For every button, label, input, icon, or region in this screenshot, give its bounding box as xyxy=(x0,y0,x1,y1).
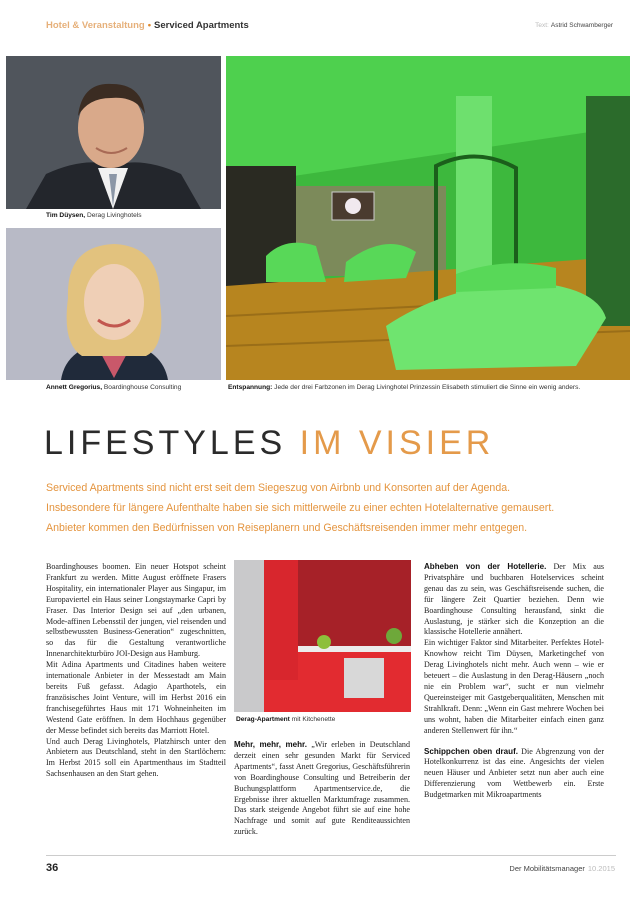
col2-paragraph xyxy=(234,740,410,838)
caption-photo-2-name: Annett Gregorius, xyxy=(46,384,103,391)
caption-photo-1 xyxy=(46,212,142,219)
caption-photo-2-org: Boardinghouse Consulting xyxy=(103,384,182,391)
magazine-footer xyxy=(509,864,615,873)
portrait-photo-tim-duesen xyxy=(6,56,221,209)
body-column-2 xyxy=(234,740,410,838)
col3-paragraph-1 xyxy=(424,562,604,638)
col3-run-in-heading-2: Schippchen oben drauf. xyxy=(424,746,518,756)
caption-photo-1-org: Derag Livinghotels xyxy=(86,212,142,219)
magazine-name: Der Mobilitätsmanager xyxy=(509,864,585,873)
col1-paragraph-1: Boardinghouses boomen. Ein neuer Hotspot scheint Frankfurt zu werden. Mitte August eröffnete Frasers Hospitality, ein internationaler Player aus Singapur, im Europaviertel ein Haus seiner Longstaymarke Capri by Fraser. Das Interior Design sei auf „den urbanen, Mode-affinen Lebensstil der jungen, viel reisenden und selbstbewussten Business-Generation“ zugeschnitten, so das für die Gestaltung verantwortliche Innenarchitekturbüro JOI-Design aus Hamburg. xyxy=(46,562,226,659)
col3-paragraph-2: Ein wichtiger Faktor sind Mitarbeiter. Perfektes Hotel-Knowhow reicht Tim Düysen, Marketingchef von Derag Livinghotels nicht mehr. Auch wenn – wie er beteuert – die Auslastung in den Derag-Häusern „noch nie ein Problem war“, sucht er nun vielmehr Quereinsteiger mit Gastgeberqualitäten, Menschen mit Strahlkraft. Denn: „Wenn ein Gast mehrere Wochen bei uns wohnt, haben die Mitarbeiter einfach einen ganz anderen Stellenwert für ihn.“ xyxy=(424,638,604,735)
hotel-room-green-photo xyxy=(226,56,630,380)
lead-line-3: Anbieter kommen den Bedürfnissen von Reiseplanern und Geschäftsreisenden immer mehr entgegen. xyxy=(46,522,528,534)
author-line xyxy=(535,22,613,29)
bullet-dot-icon: • xyxy=(147,20,152,31)
apartment-kitchenette-photo xyxy=(234,560,411,712)
body-column-1 xyxy=(46,562,226,780)
col1-paragraph-3: Und auch Derag Livinghotels, Platzhirsch unter den Anbietern aus Deutschland, steht in den Startlöchern: Im Herbst 2015 soll ein Apartmenthaus im Stadtteil Sachsenhausen an den Start gehen. xyxy=(46,736,226,779)
caption-photo-4 xyxy=(236,716,335,723)
caption-photo-3-text: Jede der drei Farbzonen im Derag Livinghotel Prinzessin Elisabeth stimuliert die Sinne ein wenig anders. xyxy=(274,384,581,391)
caption-photo-1-name: Tim Düysen, xyxy=(46,212,86,219)
caption-photo-4-title: Derag-Apartment xyxy=(236,716,290,723)
running-header xyxy=(46,20,249,31)
col2-run-in-heading: Mehr, mehr, mehr. xyxy=(234,740,307,749)
author-label: Text: xyxy=(535,22,549,29)
caption-photo-4-text: mit Kitchenette xyxy=(291,716,336,723)
footer-divider xyxy=(46,855,616,856)
issue-date: 10.2015 xyxy=(587,864,615,873)
article-lead xyxy=(46,478,606,538)
caption-photo-3 xyxy=(228,384,628,391)
headline-part-2: IM VISIER xyxy=(299,424,495,462)
page-number: 36 xyxy=(46,862,59,874)
body-column-3 xyxy=(424,562,604,801)
lead-line-1: Serviced Apartments sind nicht erst seit dem Siegeszug von Airbnb und Konsorten auf der Agenda. xyxy=(46,482,511,494)
portrait-photo-annett-gregorius xyxy=(6,228,221,380)
col3-text-1: Der Mix aus Privatsphäre und buchbaren Hotelservices scheint genau das zu sein, was Geschäftsreisende suchen, die für längere Zeit Quartier beziehen. Denn wie Boardinghouse Consulting herausfand, sinkt die Auslastung, je stärker sich die Konzeption an die klassische Hotellerie annähert. xyxy=(424,562,605,637)
author-name: Astrid Schwamberger xyxy=(550,22,613,29)
col3-text-3: Die Abgrenzung von der Hotelkonkurrenz ist das eine. Angesichts der vielen neuen Häuser und Anbieter setzt nun aber auch eine Differenzierung vom Wettbewerb ein. Erste Budgetmarken mit Mikroapartments xyxy=(424,746,604,800)
caption-photo-3-title: Entspannung: xyxy=(228,384,273,391)
article-headline xyxy=(44,424,494,463)
topic-label: Serviced Apartments xyxy=(154,20,249,31)
caption-photo-2 xyxy=(46,384,181,391)
section-label: Hotel & Veranstaltung xyxy=(46,20,145,31)
col3-paragraph-3 xyxy=(424,747,604,802)
col2-text: „Wir erleben in Deutschland derzeit einen sehr gesunden Markt für Serviced Apartments“, fasst Anett Gregorius, Geschäftsführerin von Boardinghouse Consulting und Betreiberin der Buchungsplattform Apartmentservice.de, die Ergebnisse ihrer aktuellen Marktumfrage zusammen. Das stark steigende Angebot führt sie auf eine hohe Nachfrage und somit auf gute Renditeaussichten zurück. xyxy=(234,740,410,837)
col3-run-in-heading-1: Abheben von der Hotellerie. xyxy=(424,562,547,571)
lead-line-2: Insbesondere für längere Aufenthalte haben sie sich mittlerweile zu einer echten Hotelalternative gemausert. xyxy=(46,502,555,514)
headline-part-1: LIFESTYLES xyxy=(44,424,287,462)
col1-paragraph-2: Mit Adina Apartments und Citadines haben weitere internationale Anbieter in der Messestadt am Main bereits Fuß gefasst. Adagio Aparthotels, ein französisches Joint Venture, will im Herbst 2016 ein franchisegeführtes Haus mit 171 Wohneinheiten im Westend Gate eröffnen. In dem Hochhaus gegenüber der Messe befindet sich bereits das Marriott Hotel. xyxy=(46,660,226,735)
